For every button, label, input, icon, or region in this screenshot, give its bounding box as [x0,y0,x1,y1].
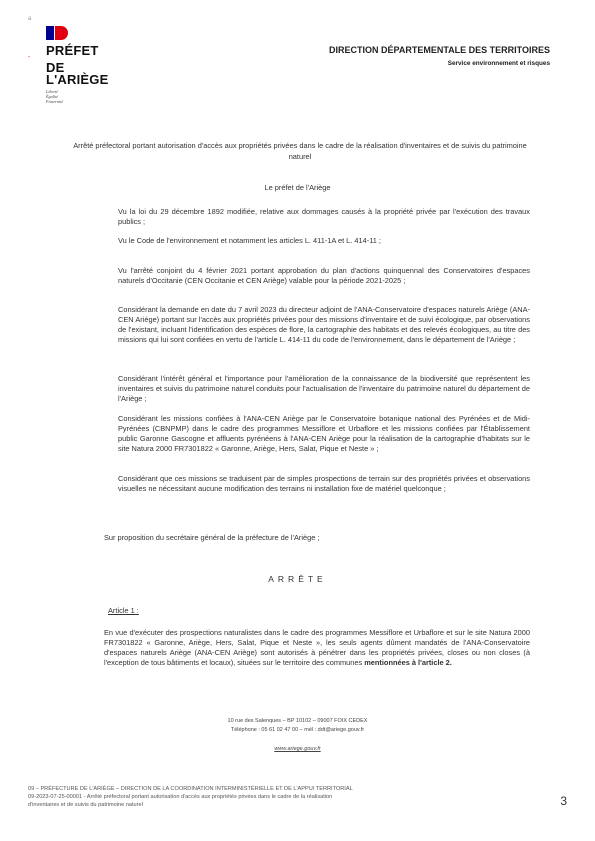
website-link[interactable]: www.ariege.gouv.fr [274,746,321,752]
article-1-body: En vue d'exécuter des prospections naturalistes dans le cadre des programmes Messiflore et Urbaflore et sur le site Natura 2000 FR7301822 « Garonne, Ariège, Hers, Salat, Pique et Neste », les seuls agents dûment mandatés de l'ANA-Conservatoire d'espaces naturels Ariège (ANA-CEN Ariège) sont autorisés à pénétrer dans les propriétés privées, closes ou non closes (à l'exception de tous bâtiments et locaux), situées sur le territoire des communes mentionnées à l'article 2. [104,628,530,667]
considerant-3: Considérant les missions confiées à l'ANA-CEN Ariège par le Conservatoire botanique national des Pyrénées et de Midi-Pyrénées (CBNPMP) dans le cadre des programmes Messiflore et Urbaflore et les missions confiées par l'Établissement public Garonne Gascogne et affluents pyrénéens à l'ANA-CEN Ariège pour la réalisation de la cartographie d'habitats sur le site Natura 2000 FR7301822 « Garonne, Ariège, Hers, Salat, Pique et Neste » ; [118,414,530,453]
header-direction: DIRECTION DÉPARTEMENTALE DES TERRITOIRES [328,45,550,55]
corner-mark: a [28,16,32,22]
visa-2: Vu le Code de l'environnement et notamment les articles L. 411-1A et L. 414-11 ; [118,236,381,245]
header-service: Service environnement et risques [447,60,550,67]
logo-devise: Liberté Égalité Fraternité [46,89,64,104]
logo-prefet: PRÉFET [46,43,99,58]
article-1-title: Article 1 : [108,606,139,615]
considerant-1: Considérant la demande en date du 7 avril 2023 du directeur adjoint de l'ANA-Conservatoire d'espaces naturels Ariège (ANA-CEN Ariège) portant sur l'accès aux propriétés privées pour des missions d'inventaire et de suivi écologique, par observations de l'existant, incluant l'identification des espèces de flore, la cartographie des habitats et des relevés écologiques, au titre des missions qui lui sont confiées en vertu de l'article L. 414-11 du code de l'environnement, dans le département de l'Ariège ; [118,305,530,344]
page-number: 3 [560,794,567,808]
considerant-2: Considérant l'intérêt général et l'importance pour l'amélioration de la connaissance de la biodiversité que représentent les inventaires et suivis du patrimoine naturel conduits pour l'actualisation de l'inventaire du patrimoine naturel du département de l'Ariège ; [118,374,530,403]
considerant-4: Considérant que ces missions se traduisent par de simples prospections de terrain sur des propriétés privées et observations visuelles ne nécessitant aucune modification des terrains ni installation fixe de matériel quelconque ; [118,474,530,493]
prefet-line: Le préfet de l'Ariège [264,183,331,192]
logo-departement: DE L'ARIÈGE [46,60,109,87]
document-title: Arrêté préfectoral portant autorisation d'accès aux propriétés privées dans le cadre de la réalisation d'inventaires et de suivis du patrimoine naturel [73,141,527,161]
visa-3: Vu l'arrêté conjoint du 4 février 2021 portant approbation du plan d'actions quinquennal des Conservatoires d'espaces naturels d'Occitanie (CEN Occitanie et CEN Ariège) valable pour la période 2021-2025 ; [118,266,530,285]
footer-line-2: 09-2023-07-25-00001 - Arrêté préfectoral portant autorisation d'accès aux propriétés privées dans le cadre de la réalisation [28,794,333,800]
side-mark: - [28,54,31,61]
footer-line-1: 09 – PRÉFECTURE DE L'ARIÈGE – DIRECTION DE LA COORDINATION INTERMINISTÉRIELLE ET DE L'APPUI TERRITORIAL [28,786,353,792]
address-line-1: 10 rue des Salenques – BP 10102 – 09007 FOIX CEDEX [227,718,368,724]
prefet-logo [46,26,126,104]
sur-proposition: Sur proposition du secrétaire général de la préfecture de l'Ariège ; [104,533,320,542]
address-line-2: Téléphone : 05 61 02 47 00 – mél : ddt@ariege.gouv.fr [230,727,365,733]
arrete-heading: ARRÊTE [268,574,327,584]
visa-1: Vu la loi du 29 décembre 1892 modifiée, relative aux dommages causés à la propriété privée par l'exécution des travaux publics ; [118,207,530,226]
footer-line-3: d'inventaires et de suivis du patrimoine naturel [28,802,143,808]
marianne-icon [46,26,68,40]
